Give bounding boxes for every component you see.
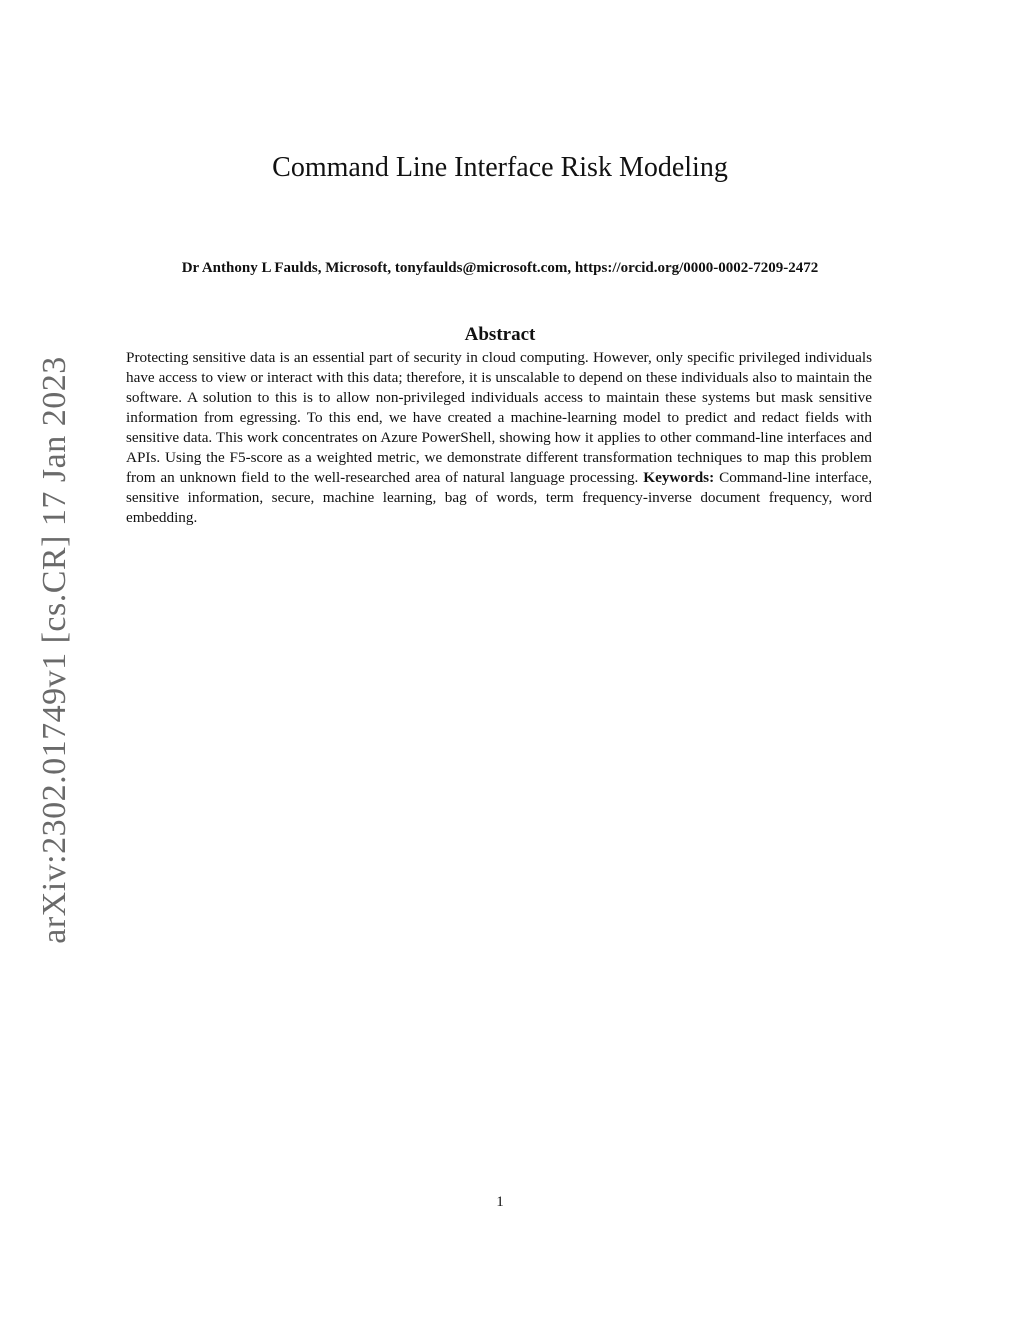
keywords-label: Keywords: — [643, 469, 715, 486]
arxiv-identifier-stamp: arXiv:2302.01749v1 [cs.CR] 17 Jan 2023 — [36, 356, 73, 944]
page-number: 1 — [496, 1194, 504, 1210]
keywords-list: Command-line interface, sensitive information, secure, machine learning, bag of words, term frequency-inverse document frequency, word embedding. — [126, 469, 873, 526]
paper-title: Command Line Interface Risk Modeling — [272, 152, 728, 183]
abstract-body — [126, 348, 872, 528]
abstract-text: Protecting sensitive data is an essential part of security in cloud computing. However, only specific privileged individuals have access to view or interact with this data; therefore, it is unscalable to depend on these individuals also to maintain the software. A solution to this is to allow non-privileged individuals access to maintain these systems but mask sensitive information from egressing. To this end, we have created a machine-learning model to predict and redact fields with sensitive data. This work concentrates on Azure PowerShell, showing how it applies to other command-line interfaces and APIs. Using the F5-score as a weighted metric, we demonstrate different transformation techniques to map this problem from an unknown field to the well-researched area of natural language processing. — [126, 349, 872, 486]
author-line: Dr Anthony L Faulds, Microsoft, tonyfaulds@microsoft.com, https://orcid.org/0000-0002-7209-2472 — [181, 260, 819, 276]
abstract-heading: Abstract — [464, 324, 536, 345]
